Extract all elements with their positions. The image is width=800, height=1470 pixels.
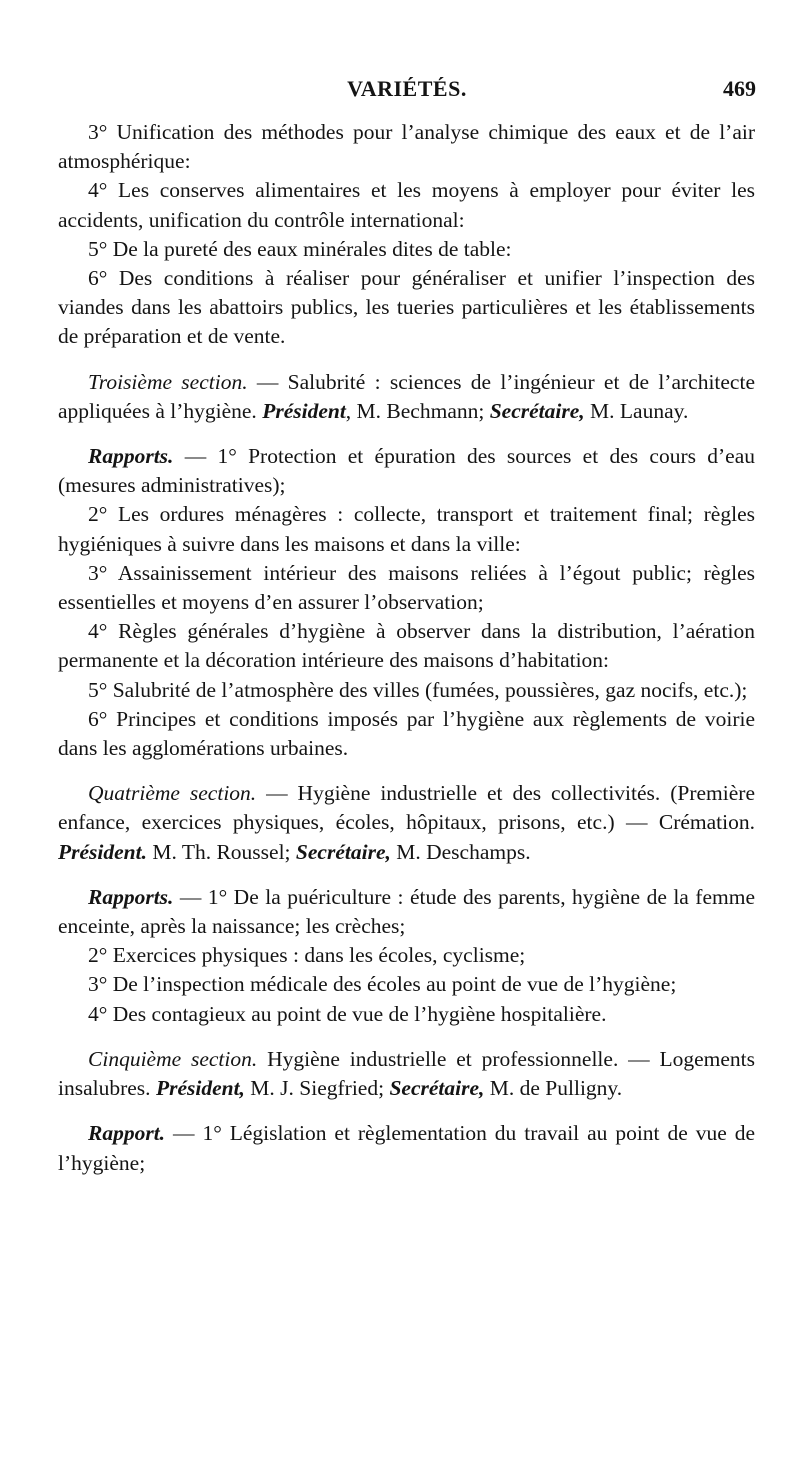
fourth-section-report-2: 2° Exercices physiques : dans les écoles, cyclisme; [88, 943, 526, 968]
third-section-report-5: 5° Salubrité de l’atmosphère des villes (fumées, poussières, gaz nocifs, etc.); [88, 677, 748, 702]
fourth-section-heading [58, 779, 755, 867]
section-text: — Hygiène industrielle et des collectivités. (Première enfance, exercices physiques, écoles, hôpitaux, prisons, etc.) — Crémation. [58, 781, 755, 835]
section-label: Quatrième section. [88, 781, 257, 806]
section-text: — Salubrité : sciences de l’ingénieur et de l’architecte appliquées à l’hygiène. [58, 369, 755, 423]
paragraph-item-3: 3° Unification des méthodes pour l’analyse chimique des eaux et de l’air atmosphérique: [58, 120, 755, 174]
page-body [58, 118, 755, 1178]
third-section-report-4: 4° Règles générales d’hygiène à observer dans la distribution, l’aération permanente et la décoration intérieure des maisons d’habitation: [58, 619, 755, 673]
third-section-report-6: 6° Principes et conditions imposés par l’hygiène aux règlements de voirie dans les agglomérations urbaines. [58, 706, 755, 761]
fourth-section-report-3: 3° De l’inspection médicale des écoles au point de vue de l’hygiène; [88, 972, 677, 997]
paragraph-item-5: 5° De la pureté des eaux minérales dites de table: [88, 236, 512, 261]
report-label: Rapport. [88, 1121, 166, 1146]
running-head [58, 76, 756, 110]
section-text: Hygiène industrielle et professionnelle. — Logements insalubres. [58, 1046, 755, 1101]
section-label: Troisième section. [88, 369, 248, 394]
president-label: Président. [58, 839, 147, 864]
reports-label: Rapports. [88, 444, 174, 469]
secretary-name: M. Deschamps. [390, 839, 531, 864]
secretary-name: M. Launay. [584, 398, 689, 423]
third-section-report-3: 3° Assainissement intérieur des maisons reliées à l’égout public; règles essentielles et moyens d’en assurer l’observation; [58, 560, 755, 615]
fifth-section-heading [58, 1045, 755, 1103]
section-label: Cinquième section. [88, 1046, 258, 1071]
president-name: M. Th. Roussel; [146, 839, 296, 864]
report-text: — 1° Protection et épuration des sources et des cours d’eau (mesures administratives); [58, 444, 755, 498]
page-number: 469 [723, 76, 756, 101]
report-text: — 1° Législation et règlementation du travail au point de vue de l’hygiène; [58, 1121, 755, 1175]
president-name: , M. Bechmann; [345, 398, 490, 423]
third-section-heading [58, 368, 755, 426]
secretary-label: Secrétaire, [295, 839, 391, 864]
third-section-report-2: 2° Les ordures ménagères : collecte, transport et traitement final; règles hygiéniques à suivre dans les maisons et dans la ville: [58, 502, 755, 556]
secretary-label: Secrétaire, [489, 398, 585, 423]
third-section-report-1 [58, 442, 755, 500]
fourth-section-report-4: 4° Des contagieux au point de vue de l’hygiène hospitalière. [88, 1001, 607, 1026]
paragraph-item-4: 4° Les conserves alimentaires et les moyens à employer pour éviter les accidents, unification du contrôle international: [58, 178, 755, 232]
fourth-section-report-1 [58, 883, 755, 941]
president-label: Président, [155, 1076, 245, 1101]
president-label: Président [262, 398, 346, 423]
running-head-title: VARIÉTÉS. [347, 76, 467, 101]
president-name: M. J. Siegfried; [244, 1076, 390, 1101]
fifth-section-report-1 [58, 1119, 755, 1177]
reports-label: Rapports. [88, 884, 174, 909]
paragraph-item-6: 6° Des conditions à réaliser pour généraliser et unifier l’inspection des viandes dans les abattoirs publics, les tueries particulières et les établissements de préparation et de vente. [58, 266, 755, 349]
secretary-name: M. de Pulligny. [484, 1076, 623, 1101]
secretary-label: Secrétaire, [389, 1076, 485, 1101]
report-text: — 1° De la puériculture : étude des parents, hygiène de la femme enceinte, après la naissance; les crèches; [58, 884, 755, 939]
